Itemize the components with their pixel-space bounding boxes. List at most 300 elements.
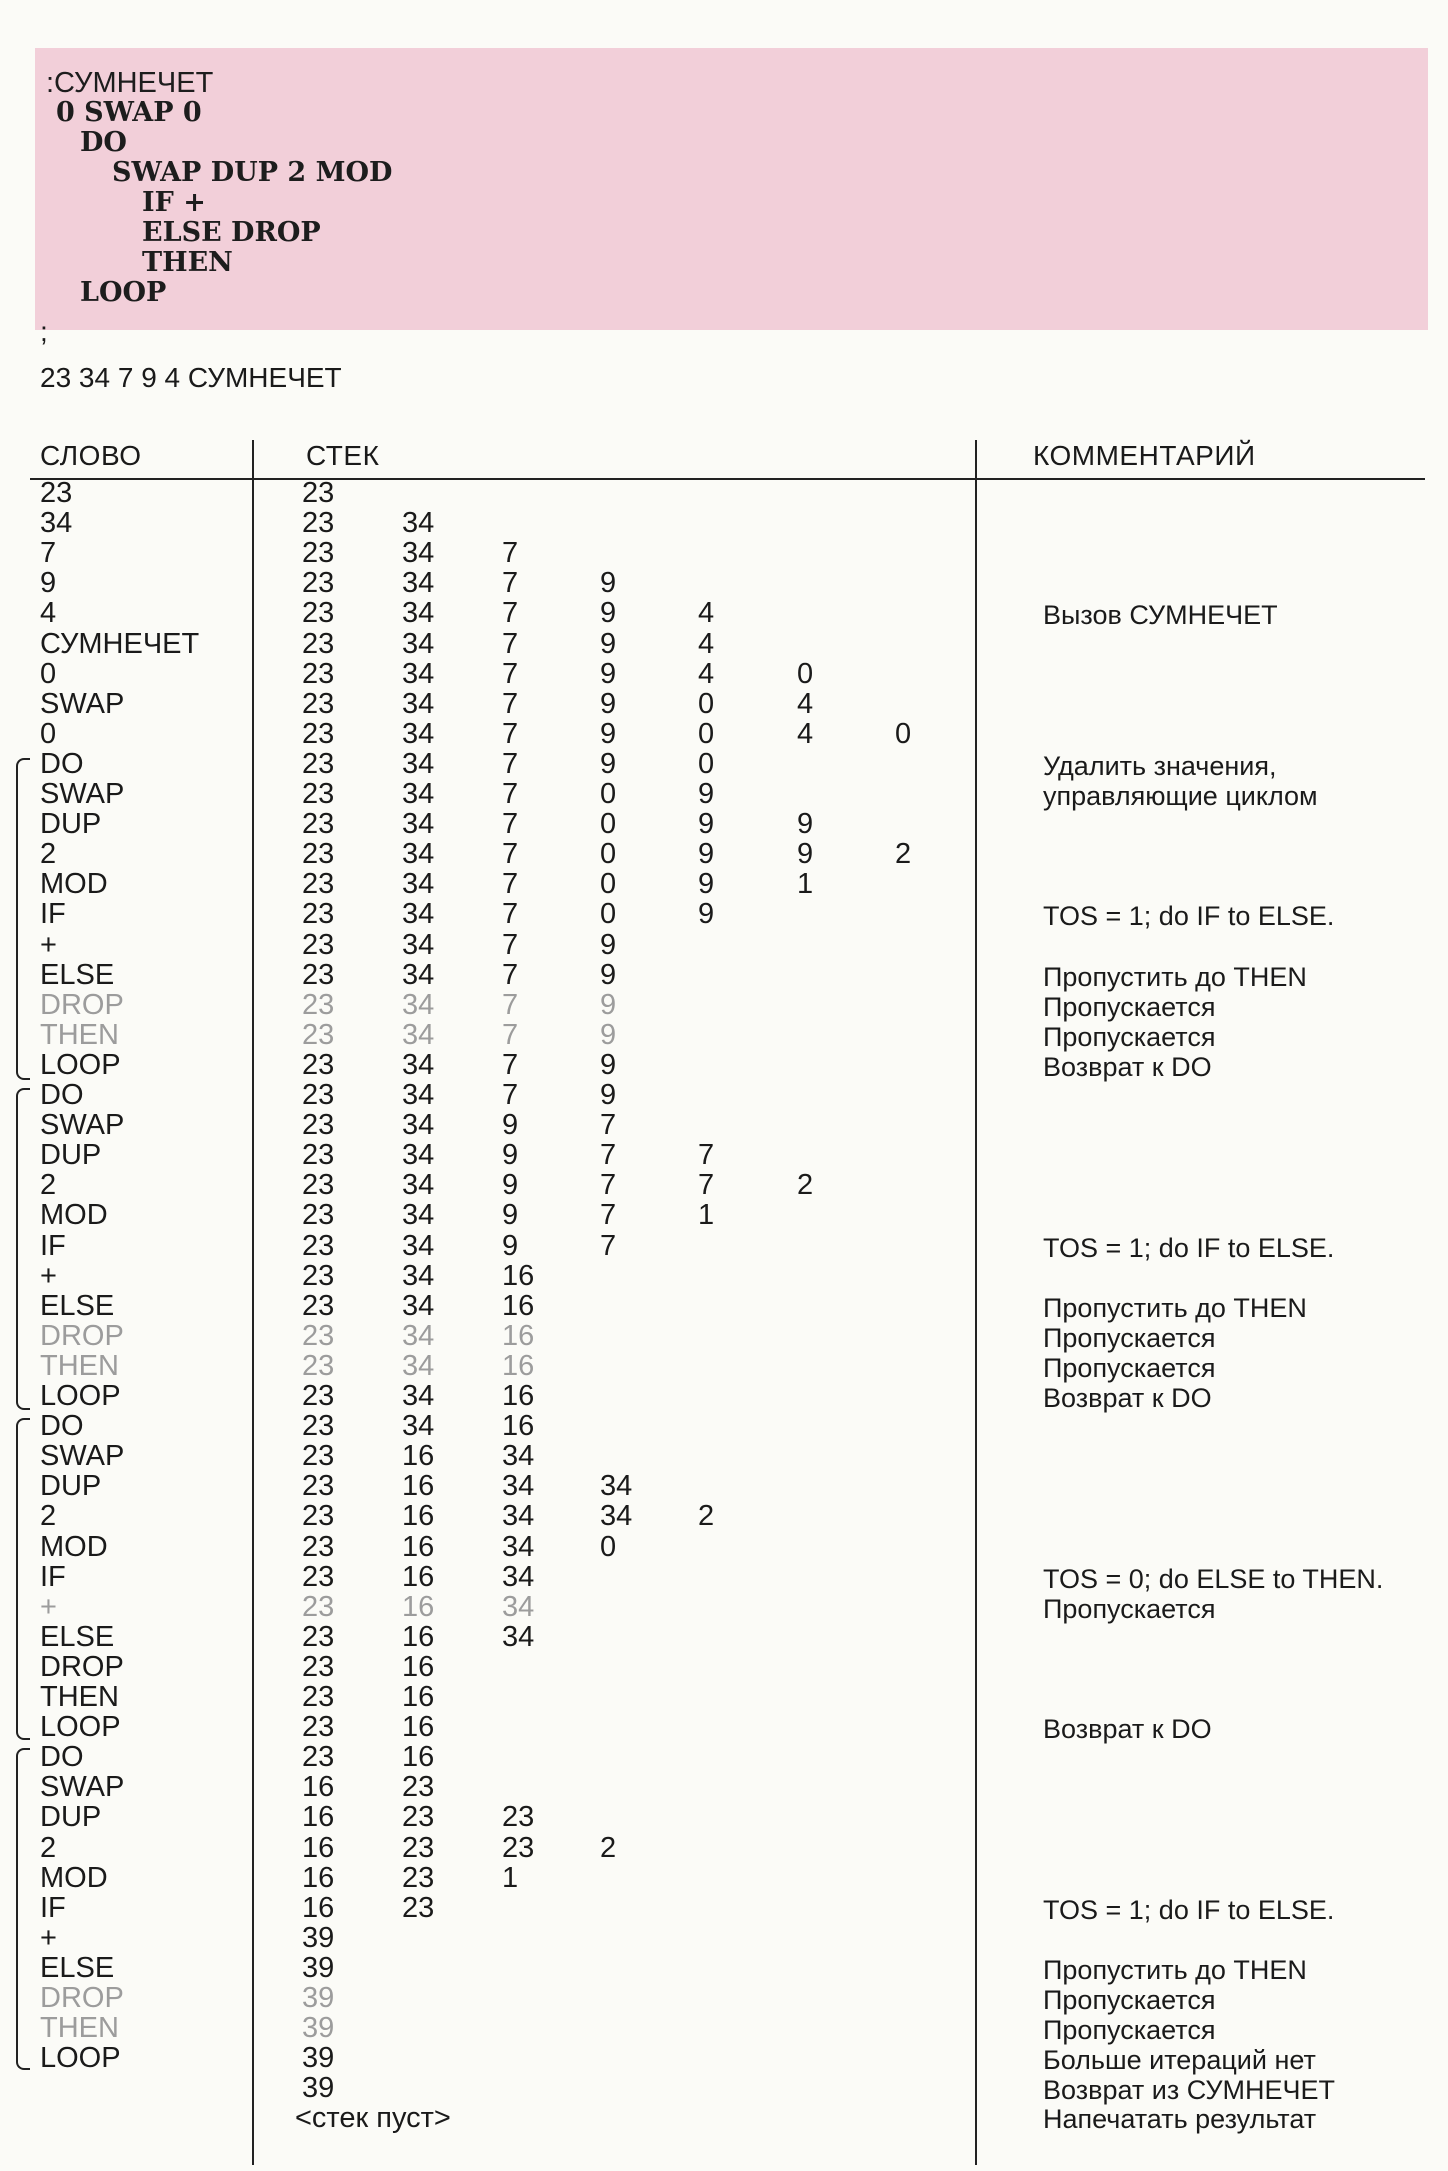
table-row <box>0 1471 1448 1501</box>
final-comment: Напечатать результат <box>1043 2104 1317 2134</box>
stack-cell: 7 <box>502 838 519 871</box>
stack-cell: 0 <box>797 657 814 690</box>
table-row <box>0 1923 1448 1953</box>
stack-cell: 2 <box>797 1169 814 1202</box>
stack-cell: 34 <box>502 1590 535 1623</box>
word-cell: DROP <box>40 988 124 1021</box>
stack-cell: 7 <box>502 898 519 931</box>
stack-cell: 16 <box>302 1801 335 1834</box>
stack-cell: 39 <box>302 1921 335 1954</box>
stack-cell: 23 <box>502 1831 535 1864</box>
word-cell: DROP <box>40 1319 124 1352</box>
stack-cell: 7 <box>502 597 519 630</box>
stack-cell: 34 <box>402 687 435 720</box>
stack-cell: 7 <box>502 567 519 600</box>
stack-cell: 23 <box>302 928 335 961</box>
comment-cell: Пропускается <box>1043 1593 1216 1624</box>
stack-cell: 34 <box>502 1530 535 1563</box>
stack-cell: 34 <box>402 597 435 630</box>
stack-cell: 23 <box>302 1440 335 1473</box>
comment-cell: Вызов СУМНЕЧЕТ <box>1043 600 1278 631</box>
table-row <box>0 1863 1448 1893</box>
stack-cell: 39 <box>302 2072 335 2105</box>
comment-cell: Возврат из СУМНЕЧЕТ <box>1043 2075 1335 2106</box>
stack-cell: 16 <box>302 1861 335 1894</box>
word-cell: ELSE <box>40 1951 115 1984</box>
word-cell: 2 <box>40 1831 57 1864</box>
stack-cell: 7 <box>502 1018 519 1051</box>
table-row <box>0 1711 1448 1745</box>
stack-cell: 23 <box>302 1018 335 1051</box>
stack-cell: 9 <box>600 627 617 660</box>
word-cell: DO <box>40 1741 84 1774</box>
table-row <box>0 1833 1448 1863</box>
stack-cell: 34 <box>402 747 435 780</box>
table-row <box>0 1592 1448 1622</box>
code-line: :СУМНЕЧЕТ <box>46 67 214 99</box>
stack-cell: 9 <box>698 898 715 931</box>
stack-cell: 39 <box>302 1982 335 2014</box>
stack-cell: 9 <box>600 747 617 780</box>
stack-cell: 34 <box>600 1500 633 1533</box>
comment-cell: Пропускается <box>1043 1352 1216 1383</box>
table-row <box>0 719 1448 749</box>
table-row <box>0 930 1448 960</box>
stack-cell: 23 <box>302 1590 335 1623</box>
table-row <box>0 568 1448 598</box>
word-cell: 2 <box>40 838 57 871</box>
table-row <box>0 1802 1448 1832</box>
word-cell: IF <box>40 1229 66 1262</box>
table-row <box>0 478 1448 508</box>
stack-cell: 23 <box>302 1470 335 1503</box>
word-cell: IF <box>40 1891 66 1924</box>
word-cell: MOD <box>40 1861 108 1894</box>
stack-cell: 34 <box>402 1169 435 1202</box>
stack-cell: 9 <box>698 868 715 901</box>
word-cell: + <box>40 928 57 961</box>
stack-cell: 7 <box>502 808 519 841</box>
stack-cell: 23 <box>302 988 335 1021</box>
word-cell: 34 <box>40 507 73 540</box>
stack-cell: 34 <box>402 928 435 961</box>
comment-cell: Пропускается <box>1043 1322 1216 1353</box>
stack-cell: 34 <box>402 1079 435 1111</box>
word-cell: SWAP <box>40 1440 125 1473</box>
stack-cell: 7 <box>502 687 519 720</box>
comment-cell: Возврат к DO <box>1043 1714 1212 1745</box>
word-cell: MOD <box>40 1199 108 1232</box>
stack-cell: 9 <box>698 838 715 871</box>
stack-cell: 9 <box>600 1079 617 1111</box>
stack-cell: 23 <box>402 1771 435 1804</box>
word-cell: DO <box>40 747 84 780</box>
word-cell: 2 <box>40 1169 57 1202</box>
comment-cell: TOS = 1; do IF to ELSE. <box>1043 901 1335 932</box>
comment-cell: TOS = 1; do IF to ELSE. <box>1043 1894 1335 1925</box>
stack-cell: 34 <box>402 808 435 841</box>
table-row <box>0 1020 1448 1050</box>
stack-cell: 23 <box>302 507 335 540</box>
stack-cell: 7 <box>502 868 519 901</box>
stack-cell: 23 <box>402 1831 435 1864</box>
word-cell: 7 <box>40 537 57 570</box>
stack-cell: 7 <box>502 537 519 570</box>
stack-cell: 34 <box>402 1048 435 1081</box>
stack-cell: 9 <box>600 988 617 1021</box>
word-cell: 0 <box>40 717 57 750</box>
stack-cell: 9 <box>502 1229 519 1262</box>
comment-cell: управляющие циклом <box>1043 781 1318 811</box>
stack-cell: 4 <box>698 627 715 660</box>
stack-cell: 0 <box>600 868 617 901</box>
comment-cell: Пропускается <box>1043 991 1216 1022</box>
word-cell: DO <box>40 1410 84 1443</box>
stack-cell: 9 <box>600 1048 617 1081</box>
table-row <box>0 508 1448 538</box>
stack-cell: 9 <box>600 717 617 750</box>
code-end-semicolon: ; <box>40 316 48 347</box>
word-cell: IF <box>40 1560 66 1593</box>
stack-cell: 16 <box>502 1289 535 1322</box>
word-cell: THEN <box>40 1018 119 1051</box>
table-row <box>0 2042 1448 2076</box>
comment-cell: Пропустить до THEN <box>1043 961 1307 992</box>
stack-cell: 23 <box>302 778 335 810</box>
stack-cell: 2 <box>895 838 912 871</box>
comment-cell: TOS = 0; do ELSE to THEN. <box>1043 1563 1384 1594</box>
stack-cell: 34 <box>502 1470 535 1503</box>
stack-cell: 23 <box>302 1169 335 1202</box>
stack-cell: 16 <box>402 1681 435 1713</box>
stack-cell: 9 <box>698 778 715 810</box>
stack-cell: 23 <box>302 1319 335 1352</box>
word-cell: DUP <box>40 1801 102 1834</box>
word-cell: 9 <box>40 567 57 600</box>
header-word: СЛОВО <box>40 440 142 471</box>
table-row <box>0 1441 1448 1471</box>
stack-cell: 23 <box>302 1650 335 1683</box>
word-cell: MOD <box>40 1530 108 1563</box>
stack-cell: 7 <box>600 1109 617 1142</box>
loop-bracket <box>16 1748 30 2070</box>
stack-cell: 34 <box>502 1440 535 1473</box>
stack-cell: 9 <box>600 1018 617 1051</box>
stack-cell: 16 <box>502 1319 535 1352</box>
table-row <box>0 1772 1448 1802</box>
comment-cell: Пропустить до THEN <box>1043 1954 1307 1985</box>
table-row <box>0 1682 1448 1712</box>
stack-cell: 34 <box>502 1620 535 1653</box>
stack-cell: 34 <box>402 1109 435 1142</box>
stack-cell: 23 <box>302 1229 335 1262</box>
word-cell: ELSE <box>40 1289 115 1322</box>
stack-cell: 23 <box>302 1620 335 1653</box>
word-cell: + <box>40 1590 57 1623</box>
table-row <box>0 1080 1448 1110</box>
word-cell: SWAP <box>40 1771 125 1804</box>
stack-cell: 34 <box>402 1380 435 1412</box>
table-row <box>0 749 1448 779</box>
stack-cell: 7 <box>502 1079 519 1111</box>
stack-cell: 23 <box>302 1380 335 1412</box>
header-comment: КОММЕНТАРИЙ <box>1033 440 1256 471</box>
stack-cell: 9 <box>600 597 617 630</box>
stack-cell: 16 <box>402 1440 435 1473</box>
stack-cell: 34 <box>402 1259 435 1292</box>
stack-cell: 34 <box>402 838 435 871</box>
stack-cell: 39 <box>302 1951 335 1984</box>
stack-cell: 34 <box>402 1289 435 1322</box>
stack-cell: 34 <box>402 1018 435 1051</box>
stack-cell: 23 <box>302 1500 335 1533</box>
stack-cell: 16 <box>402 1741 435 1774</box>
table-row <box>0 1110 1448 1140</box>
word-cell: + <box>40 1259 57 1292</box>
comment-cell: Удалить значения, <box>1043 750 1277 781</box>
stack-cell: 7 <box>600 1229 617 1262</box>
stack-cell: 39 <box>302 2042 335 2075</box>
stack-cell: 34 <box>402 958 435 991</box>
stack-cell: 9 <box>502 1109 519 1142</box>
stack-cell: 0 <box>600 808 617 841</box>
stack-cell: 2 <box>698 1500 715 1533</box>
table-row <box>0 990 1448 1020</box>
comment-cell: Пропускается <box>1043 1021 1216 1052</box>
stack-cell: 23 <box>302 687 335 720</box>
table-row <box>0 538 1448 568</box>
stack-cell: 39 <box>302 2012 335 2045</box>
stack-cell: 7 <box>600 1139 617 1172</box>
stack-cell: 16 <box>502 1349 535 1382</box>
stack-cell: 16 <box>302 1831 335 1864</box>
stack-cell: 4 <box>797 717 814 750</box>
table-row <box>0 689 1448 719</box>
stack-cell: 34 <box>402 717 435 750</box>
stack-cell: 0 <box>600 778 617 810</box>
table-row <box>0 1200 1448 1230</box>
table-row <box>0 1622 1448 1652</box>
call-line: 23 34 7 9 4 СУМНЕЧЕТ <box>40 362 342 393</box>
stack-cell: 1 <box>698 1199 715 1232</box>
stack-cell: 2 <box>600 1831 617 1864</box>
table-row <box>0 1411 1448 1441</box>
word-cell: DUP <box>40 1139 102 1172</box>
stack-cell: 9 <box>600 567 617 600</box>
stack-cell: 23 <box>402 1891 435 1924</box>
stack-cell: 23 <box>302 1681 335 1713</box>
table-row <box>0 898 1448 932</box>
table-row <box>0 1381 1448 1411</box>
stack-cell: 34 <box>402 1199 435 1232</box>
stack-cell: 34 <box>402 868 435 901</box>
stack-cell: 34 <box>402 1229 435 1262</box>
stack-cell: 9 <box>502 1139 519 1172</box>
stack-cell: 34 <box>402 1319 435 1352</box>
word-cell: DUP <box>40 808 102 841</box>
code-line: THEN <box>142 247 233 278</box>
stack-cell: 0 <box>698 717 715 750</box>
stack-cell: 7 <box>600 1169 617 1202</box>
table-row <box>0 1501 1448 1531</box>
code-line: LOOP <box>80 277 167 308</box>
comment-cell: Возврат к DO <box>1043 1383 1212 1413</box>
stack-cell: 23 <box>302 1048 335 1081</box>
stack-cell: 16 <box>402 1470 435 1503</box>
stack-cell: 0 <box>698 747 715 780</box>
stack-cell: 16 <box>402 1530 435 1563</box>
stack-cell: 9 <box>502 1169 519 1202</box>
stack-cell: 34 <box>502 1500 535 1533</box>
word-cell: DROP <box>40 1982 124 2014</box>
stack-cell: 9 <box>502 1199 519 1232</box>
stack-cell: 0 <box>600 1530 617 1563</box>
stack-cell: 34 <box>402 1349 435 1382</box>
table-row <box>0 1321 1448 1351</box>
table-row <box>0 1140 1448 1170</box>
word-cell: THEN <box>40 1681 119 1713</box>
stack-cell: 1 <box>797 868 814 901</box>
stack-cell: 16 <box>502 1380 535 1412</box>
word-cell: DO <box>40 1079 84 1111</box>
stack-cell: 7 <box>502 657 519 690</box>
word-cell: IF <box>40 898 66 931</box>
table-row <box>0 2012 1448 2046</box>
stack-cell: 0 <box>600 838 617 871</box>
comment-cell: Возврат к DO <box>1043 1051 1212 1082</box>
stack-cell: 4 <box>698 657 715 690</box>
stack-cell: 23 <box>302 537 335 570</box>
stack-cell: 23 <box>302 1289 335 1322</box>
stack-cell: 7 <box>698 1169 715 1202</box>
stack-cell: 34 <box>402 627 435 660</box>
stack-cell: 23 <box>302 1109 335 1142</box>
stack-cell: 9 <box>600 687 617 720</box>
table-row <box>0 1742 1448 1772</box>
comment-cell: Пропускается <box>1043 2015 1216 2046</box>
table-row <box>0 1983 1448 2013</box>
word-cell: SWAP <box>40 1109 125 1142</box>
stack-cell: 7 <box>502 958 519 991</box>
stack-cell: 7 <box>502 717 519 750</box>
stack-cell: 34 <box>402 778 435 810</box>
header-stack: СТЕК <box>306 440 380 471</box>
stack-cell: 23 <box>302 1259 335 1292</box>
stack-cell: 16 <box>502 1259 535 1292</box>
stack-cell: 23 <box>302 1560 335 1593</box>
stack-cell: 16 <box>402 1620 435 1653</box>
table-row <box>0 629 1448 659</box>
stack-cell: 0 <box>698 687 715 720</box>
stack-cell: 4 <box>797 687 814 720</box>
word-cell: 4 <box>40 597 57 630</box>
stack-cell: 23 <box>302 747 335 780</box>
table-row <box>0 2072 1448 2106</box>
code-line: IF + <box>142 187 206 218</box>
stack-cell: 23 <box>302 1741 335 1774</box>
stack-cell: 23 <box>302 1711 335 1744</box>
table-row <box>0 1351 1448 1381</box>
word-cell: + <box>40 1921 57 1954</box>
table-row <box>0 1562 1448 1592</box>
table-row <box>0 1652 1448 1682</box>
loop-bracket <box>16 1088 30 1410</box>
table-row <box>0 839 1448 869</box>
stack-cell: 0 <box>895 717 912 750</box>
word-cell: ELSE <box>40 1620 115 1653</box>
word-cell: LOOP <box>40 1048 121 1081</box>
stack-cell: 16 <box>502 1410 535 1443</box>
stack-cell: 16 <box>402 1650 435 1683</box>
comment-cell: Пропускается <box>1043 1985 1216 2015</box>
stack-cell: 23 <box>302 1199 335 1232</box>
word-cell: MOD <box>40 868 108 901</box>
stack-cell: 9 <box>600 928 617 961</box>
stack-cell: 9 <box>797 808 814 841</box>
code-line: DO <box>80 127 127 158</box>
word-cell: SWAP <box>40 687 125 720</box>
stack-cell: 16 <box>302 1771 335 1804</box>
stack-cell: 34 <box>402 657 435 690</box>
word-cell: 23 <box>40 477 73 509</box>
code-line: SWAP DUP 2 MOD <box>112 157 393 188</box>
comment-cell: Пропустить до THEN <box>1043 1292 1307 1323</box>
comment-cell: Больше итераций нет <box>1043 2045 1316 2076</box>
stack-cell: 23 <box>302 477 335 509</box>
stack-cell: 9 <box>797 838 814 871</box>
stack-cell: 9 <box>698 808 715 841</box>
stack-cell: 1 <box>502 1861 519 1894</box>
word-cell: 0 <box>40 657 57 690</box>
code-line: ELSE DROP <box>142 217 321 248</box>
table-row <box>0 1953 1448 1983</box>
stack-cell: 23 <box>302 717 335 750</box>
table-row <box>0 1532 1448 1562</box>
table-row <box>0 1050 1448 1080</box>
table-row <box>0 659 1448 689</box>
stack-cell: 23 <box>302 567 335 600</box>
stack-cell: 7 <box>502 928 519 961</box>
stack-cell: 23 <box>302 898 335 931</box>
stack-cell: 9 <box>600 657 617 690</box>
stack-cell: 7 <box>502 1048 519 1081</box>
table-row <box>0 809 1448 839</box>
empty-stack-note: <стек пуст> <box>295 2102 451 2134</box>
loop-bracket <box>16 758 30 1080</box>
table-row <box>0 1231 1448 1261</box>
word-cell: THEN <box>40 1349 119 1382</box>
table-row <box>0 1893 1448 1923</box>
stack-cell: 23 <box>302 958 335 991</box>
stack-cell: 34 <box>402 1139 435 1172</box>
code-line: 0 SWAP 0 <box>56 97 202 128</box>
stack-cell: 34 <box>402 1410 435 1443</box>
word-cell: DUP <box>40 1470 102 1503</box>
word-cell: 2 <box>40 1500 57 1533</box>
stack-cell: 9 <box>600 958 617 991</box>
stack-cell: 23 <box>402 1801 435 1834</box>
stack-cell: 16 <box>402 1590 435 1623</box>
word-cell: LOOP <box>40 1380 121 1412</box>
stack-cell: 23 <box>302 627 335 660</box>
comment-cell: TOS = 1; do IF to ELSE. <box>1043 1232 1335 1263</box>
word-cell: SWAP <box>40 778 125 810</box>
stack-cell: 23 <box>302 1410 335 1443</box>
table-row <box>0 960 1448 990</box>
word-cell: СУМНЕЧЕТ <box>40 627 200 660</box>
stack-cell: 7 <box>698 1139 715 1172</box>
stack-cell: 16 <box>402 1500 435 1533</box>
